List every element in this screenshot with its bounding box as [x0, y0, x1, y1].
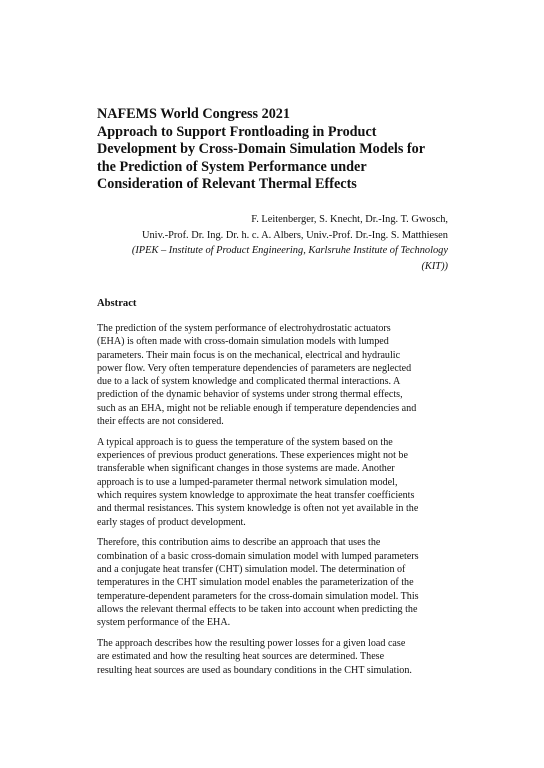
text-line: A typical approach is to guess the temperature of the system based on the [97, 436, 393, 448]
title-line: Development by Cross-Domain Simulation Models for [97, 141, 426, 157]
title-line: Approach to Support Frontloading in Product [97, 123, 377, 140]
abstract-paragraph [97, 637, 452, 677]
text-line: allows the relevant thermal effects to be taken into account when predicting the [97, 603, 418, 615]
author-block [68, 212, 448, 274]
text-line: prediction of the dynamic behavior of systems under strong thermal effects, [97, 389, 403, 401]
text-line: due to a lack of system knowledge and complicated thermal interactions. A [97, 376, 401, 388]
text-line: system performance of the EHA. [97, 617, 231, 629]
author-line: F. Leitenberger, S. Knecht, Dr.-Ing. T. Gwosch, [251, 214, 448, 225]
text-line: and a conjugate heat transfer (CHT) simulation model. The determination of [97, 564, 406, 576]
text-line: temperature-dependent parameters for the cross-domain simulation model. This [97, 590, 419, 602]
text-line: such as an EHA, might not be reliable enough if temperature dependencies and [97, 402, 417, 414]
paper-title [97, 106, 457, 194]
author-line: Univ.-Prof. Dr. Ing. Dr. h. c. A. Albers, Univ.-Prof. Dr.-Ing. S. Matthiesen [141, 229, 448, 241]
conference-name: NAFEMS World Congress 2021 [97, 106, 290, 122]
text-line: are estimated and how the resulting heat sources are determined. These [97, 651, 385, 663]
title-line: Consideration of Relevant Thermal Effects [97, 176, 357, 192]
text-line: power flow. Very often temperature dependencies of parameters are neglected [97, 362, 412, 374]
text-line: approach is to use a lumped-parameter thermal network simulation model, [97, 476, 398, 488]
abstract-body [97, 322, 452, 684]
text-line: The prediction of the system performance of electrohydrostatic actuators [97, 323, 391, 334]
text-line: parameters. Their main focus is on the mechanical, electrical and hydraulic [97, 349, 401, 361]
text-line: The approach describes how the resulting power losses for a given load case [97, 638, 406, 650]
text-line: transferable when significant changes in those systems are made. Another [97, 463, 395, 475]
affiliation-line: (KIT)) [421, 260, 448, 272]
text-line: temperatures in the CHT simulation model enables the parameterization of the [97, 577, 414, 589]
text-line: combination of a basic cross-domain simulation model with lumped parameters [97, 550, 419, 562]
title-line: the Prediction of System Performance under [97, 158, 367, 175]
abstract-paragraph [97, 536, 452, 629]
text-line: and thermal resistances. This system knowledge is often not yet available in the [97, 503, 419, 515]
abstract-paragraph [97, 322, 452, 428]
abstract-heading: Abstract [97, 298, 137, 309]
text-line: (EHA) is often made with cross-domain simulation models with lumped [97, 336, 389, 348]
text-line: experiences of previous product generations. These experiences might not be [97, 450, 408, 462]
text-line: resulting heat sources are used as boundary conditions in the CHT simulation. [97, 664, 412, 676]
text-line: their effects are not considered. [97, 416, 224, 428]
text-line: which requires system knowledge to approximate the heat transfer coefficients [97, 490, 415, 502]
text-line: Therefore, this contribution aims to describe an approach that uses the [97, 537, 381, 549]
abstract-paragraph [97, 436, 452, 529]
text-line: early stages of product development. [97, 516, 246, 528]
affiliation-line: (IPEK – Institute of Product Engineering, Karlsruhe Institute of Technology [131, 245, 448, 257]
